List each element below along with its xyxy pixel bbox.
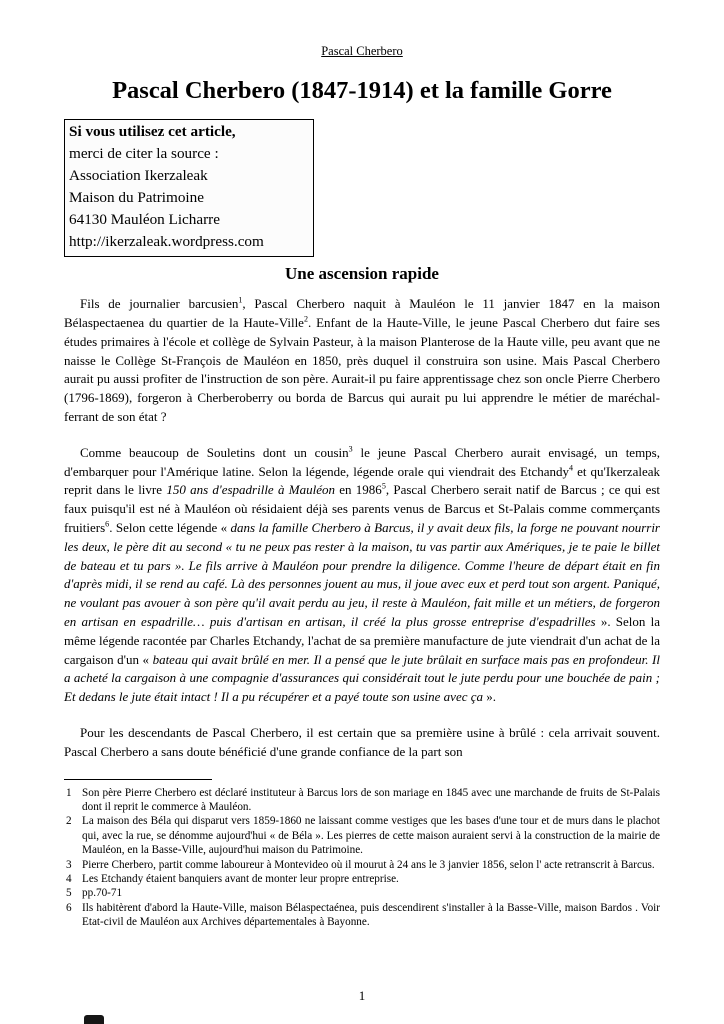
footnote xyxy=(64,814,660,857)
footnote-ref: 1 xyxy=(238,295,243,305)
citation-line: Association Ikerzaleak xyxy=(69,167,208,185)
footnote xyxy=(64,786,660,815)
footnote-ref: 5 xyxy=(381,482,386,492)
page-content xyxy=(64,0,660,930)
citation-lines xyxy=(69,143,308,253)
text-run: 150 ans d'espadrille à Mauléon xyxy=(166,482,335,498)
paragraph xyxy=(64,724,660,762)
text-run: , Pascal Cherbero serait natif de Barcus ; ce qui est faux puisqu'il est né à Mauléon où résidaient déjà ses parents venus de Barcus et St-Palais comme commerçants fruitiers xyxy=(64,482,661,535)
citation-intro: Si vous utilisez cet article, xyxy=(69,123,236,141)
footnote-text: pp.70-71 xyxy=(82,887,123,900)
footnotes xyxy=(64,786,660,930)
footnote-ref: 3 xyxy=(348,444,353,454)
footnote-number: 5 xyxy=(66,887,72,900)
article-body xyxy=(64,295,660,761)
text-run: Fils de journalier barcusien xyxy=(80,296,239,312)
citation-line: Maison du Patrimoine xyxy=(69,189,204,207)
text-run: le jeune Pascal Cherbero aurait envisagé, un temps, d'embarquer pour l'Amérique latine. Selon la légende, légende orale qui viendrait des Etchandy xyxy=(64,444,660,479)
footnote-number: 6 xyxy=(66,901,72,914)
text-run: Pour les descendants de Pascal Cherbero, il est certain que sa première usine à brûlé : cela arrivait souvent. Pascal Cherbero a sans doute bénéficié d'une grande confiance de la part son xyxy=(64,724,660,759)
citation-box xyxy=(64,119,314,257)
scan-artifact xyxy=(84,1015,104,1024)
paragraph xyxy=(64,295,660,427)
text-run: ». Selon la même légende racontée par Charles Etchandy, l'achat de sa première manufacture de jute viendrait d'un achat de la cargaison d'un « xyxy=(64,613,660,667)
footnote-ref: 2 xyxy=(303,314,308,324)
citation-line: 64130 Mauléon Licharre xyxy=(69,211,220,229)
footnote-text: Les Etchandy étaient banquiers avant de monter leur propre entreprise. xyxy=(82,872,399,885)
footnote-text: La maison des Béla qui disparut vers 1859-1860 ne laissant comme vestiges que les bases d'une tour et de murs dans le plachot qui, avec la rue, se dénomme aujourd'hui « de Béla ». Les pierres de cette maison auraient servi à la construction de la mairie de Mauléon, en la Basse-Ville, aujourd'hui maison du Patrimoine. xyxy=(82,815,660,857)
footnote-number: 1 xyxy=(66,786,72,799)
citation-line: merci de citer la source : xyxy=(69,145,219,163)
paragraph xyxy=(64,444,660,707)
page-number: 1 xyxy=(358,988,366,1003)
footnote xyxy=(64,901,660,930)
text-run: . Enfant de la Haute-Ville, le jeune Pascal Cherbero dut faire ses études primaires à l'école et collège de Sylvain Pasteur, à la maison Planterose de la Haute ville, peu avant que ne naisse le Collège St-François de Mauléon en 1850, près duquel il construira son usine. Mais Pascal Cherbero aurait pu aussi profiter de l'instruction de son père. Aurait-il pu faire apprentissage chez son oncle Pierre Cherbero (1796-1869), forgeron à Cherberoberry ou borda de Barcus qui aurait pu lui apprendre le métier de maréchal-ferrant de son état ? xyxy=(64,314,660,424)
footnote-separator xyxy=(64,779,212,780)
text-run: Comme beaucoup de Souletins dont un cousin xyxy=(80,444,349,460)
section-heading: Une ascension rapide xyxy=(285,264,439,284)
text-run: bateau qui avait brûlé en mer. Il a pensé que le jute brûlait en surface mais pas en profondeur. Il a acheté la cargaison à une compagnie d'assurances qui considérait tout le jute perdu pour une bouchée de pain ; Et dedans le jute était intact ! Il a pu récupérer et a payé toute son usine avec ça xyxy=(64,651,660,705)
citation-line: http://ikerzaleak.wordpress.com xyxy=(69,233,264,251)
footnote-ref: 4 xyxy=(569,463,574,473)
footnote-number: 3 xyxy=(66,858,72,871)
page-title: Pascal Cherbero (1847-1914) et la famille Gorre xyxy=(112,77,612,104)
footnote-text: Pierre Cherbero, partit comme laboureur à Montevideo où il mourut à 24 ans le 3 janvier 1856, selon l' acte retranscrit à Barcus. xyxy=(82,858,655,871)
footnote-number: 4 xyxy=(66,872,72,885)
text-run: dans la famille Cherbero à Barcus, il y avait deux fils, la forge ne pouvant nourrir les deux, le père dit au second « tu ne peux pas rester à la maison, tu vas partir aux Amériques, je te paie le billet de bateau et tu pars ». Le fils arrive à Mauléon pour prendre la diligence. Comme l'heure de départ était en fin d'après midi, il se rend au café. Là des personnes jouent au mus, il joue avec eux et perd tout son argent. Paniqué, ne voulant pas avouer à son père qu'il avait perdu au jeu, il reste à Mauléon, fait mille et un métiers, de forgeron en artisan en espadrille… puis d'artisan en artisan, il créé la plus grosse entreprise d'espadrilles xyxy=(64,519,660,629)
footnote xyxy=(64,858,660,872)
running-header-text: Pascal Cherbero xyxy=(321,44,403,58)
footnote-text: Son père Pierre Cherbero est déclaré instituteur à Barcus lors de son mariage en 1845 avec une marchande de fruits de St-Palais dont il reprit le commerce à Mauléon. xyxy=(82,786,660,813)
text-run: en 1986 xyxy=(334,482,382,498)
footnote-number: 2 xyxy=(66,815,72,828)
text-run: . Selon cette légende « xyxy=(109,519,231,535)
footnote-text: Ils habitèrent d'abord la Haute-Ville, maison Bélaspectaénea, puis descendirent s'installer à la Basse-Ville, maison Bardos . Voir Etat-civil de Mauléon aux Archives départementales à Bayonne. xyxy=(82,901,660,929)
footnote xyxy=(64,886,660,900)
text-run: , Pascal Cherbero naquit à Mauléon le 11 janvier 1847 en la maison Bélaspectaenea du quartier de la Haute-Ville xyxy=(64,296,660,330)
text-run: et qu'Ikerzaleak reprit dans le livre xyxy=(64,463,660,498)
footnote-ref: 6 xyxy=(105,519,110,529)
footnote xyxy=(64,872,660,886)
running-header xyxy=(64,44,660,59)
text-run: ». xyxy=(483,689,497,705)
